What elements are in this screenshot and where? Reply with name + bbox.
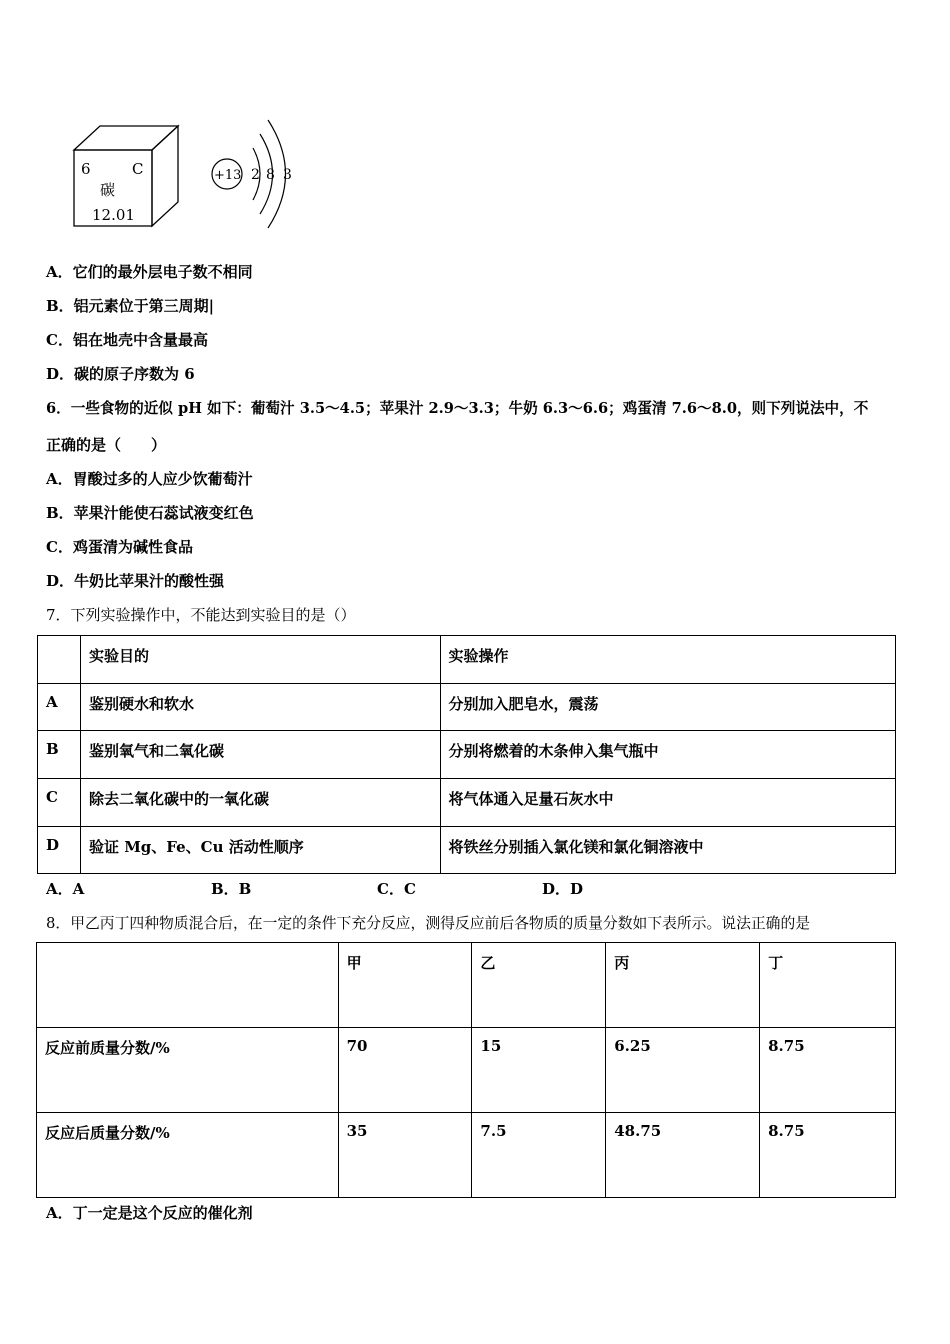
q8-option-a: A．丁一定是这个反应的催化剂 [46, 1204, 253, 1222]
row-key: C [46, 788, 58, 806]
q7-option-c: C．C [377, 880, 416, 898]
q6-stem-line1: 6．一些食物的近似 pH 如下：葡萄汁 3.5～4.5；苹果汁 2.9～3.3；牛奶 6.3～6.6；鸡蛋清 7.6～8.0，则下列说法中，不 [46, 400, 869, 417]
carbon-element-card [68, 122, 184, 230]
q5-option-b: B．铝元素位于第三周期| [46, 297, 215, 315]
cell-value: 8.75 [768, 1122, 805, 1140]
cell-value: 7.5 [480, 1122, 507, 1140]
q5-option-d: D．碳的原子序数为 6 [46, 365, 195, 383]
cell-value: 15 [480, 1037, 502, 1055]
q6-stem-line2: 正确的是（ ） [46, 436, 167, 454]
row-operation: 将铁丝分别插入氯化镁和氯化铜溶液中 [448, 838, 704, 856]
atomic-mass: 12.01 [92, 206, 135, 224]
cell-value: 8.75 [768, 1037, 805, 1055]
row-purpose: 除去二氧化碳中的一氧化碳 [88, 790, 269, 808]
q7-option-b: B．B [211, 880, 252, 898]
row-label: 反应前质量分数/% [45, 1039, 170, 1057]
row-key: A [46, 693, 58, 711]
row-purpose: 验证 Mg、Fe、Cu 活动性顺序 [88, 838, 304, 856]
table-row [38, 827, 896, 874]
q8-stem: 8．甲乙丙丁四种物质混合后，在一定的条件下充分反应，测得反应前后各物质的质量分数如下表所示。说法正确的是 [46, 915, 811, 932]
q5-option-a: A．它们的最外层电子数不相同 [46, 263, 253, 281]
q7-stem: 7．下列实验操作中，不能达到实验目的是（） [46, 606, 356, 624]
q7-option-d: D．D [542, 880, 584, 898]
q7-header-key [38, 636, 81, 684]
cell-value: 35 [346, 1122, 368, 1140]
cell-value: 70 [346, 1037, 368, 1055]
cell-value: 48.75 [614, 1122, 662, 1140]
row-purpose: 鉴别硬水和软水 [88, 695, 194, 713]
aluminum-atom-diagram [205, 112, 305, 232]
q8-header-ding: 丁 [768, 954, 784, 972]
row-operation: 分别加入肥皂水，震荡 [448, 695, 599, 713]
q7-header-operation: 实验操作 [440, 636, 895, 684]
q6-option-a: A．胃酸过多的人应少饮葡萄汁 [46, 470, 253, 488]
q7-header-row [38, 636, 896, 684]
row-key: B [46, 740, 59, 758]
row-purpose: 鉴别氧气和二氧化碳 [88, 742, 224, 760]
row-operation: 将气体通入足量石灰水中 [448, 790, 614, 808]
row-operation: 分别将燃着的木条伸入集气瓶中 [448, 742, 659, 760]
q5-option-c: C．铝在地壳中含量最高 [46, 331, 208, 349]
table-row [37, 1113, 896, 1198]
q8-header-bing: 丙 [614, 954, 630, 972]
table-row [37, 1028, 896, 1113]
shell-electrons-3: 3 [283, 167, 292, 183]
table-row [38, 684, 896, 731]
table-row [38, 779, 896, 827]
atomic-number: 6 [81, 160, 91, 178]
row-key: D [46, 836, 60, 854]
q7-table [37, 635, 896, 874]
table-row [38, 731, 896, 779]
q6-option-b: B．苹果汁能使石蕊试液变红色 [46, 504, 254, 522]
cell-value: 6.25 [614, 1037, 651, 1055]
q7-header-purpose: 实验目的 [80, 636, 440, 684]
q7-option-a: A．A [46, 880, 85, 898]
shell-electrons-2: 8 [266, 167, 275, 183]
q8-header-jia: 甲 [346, 954, 362, 972]
nucleus-charge: +13 [214, 168, 242, 183]
q6-option-c: C．鸡蛋清为碱性食品 [46, 538, 193, 556]
row-label: 反应后质量分数/% [45, 1124, 170, 1142]
element-symbol: C [132, 160, 144, 178]
q8-header-yi: 乙 [480, 954, 496, 972]
shell-electrons-1: 2 [251, 167, 260, 183]
element-name: 碳 [100, 181, 116, 199]
q8-table [36, 942, 896, 1198]
q6-option-d: D．牛奶比苹果汁的酸性强 [46, 572, 225, 590]
q8-header-row [37, 943, 896, 1028]
